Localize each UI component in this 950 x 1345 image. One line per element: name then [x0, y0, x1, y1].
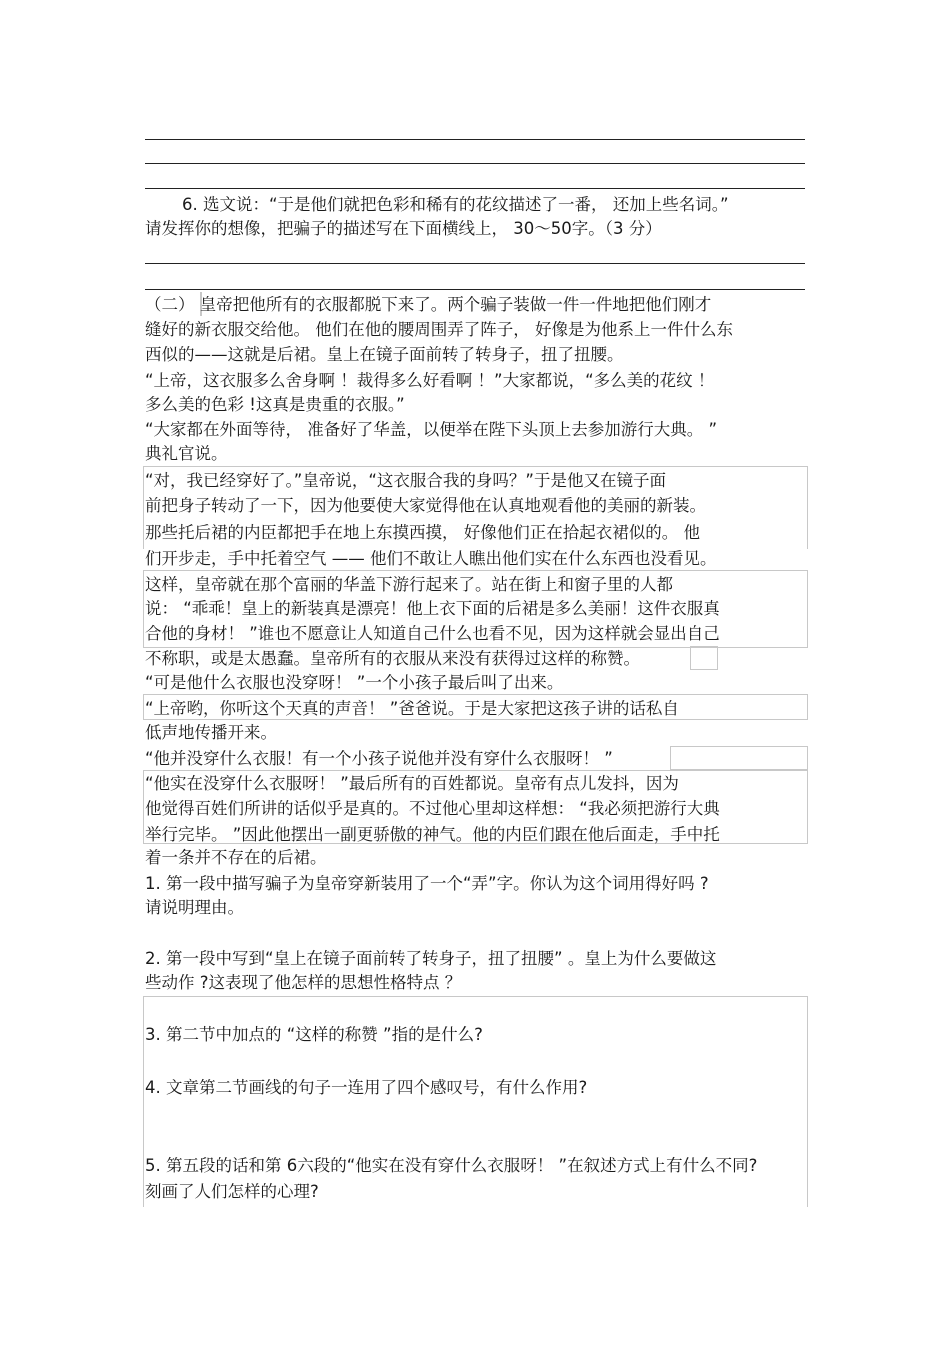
answer-line [145, 188, 805, 189]
answer-line [145, 139, 805, 140]
passage-line: （二） 皇帝把他所有的衣服都脱下来了。两个骗子装做一件一件地把他们刚才 [145, 295, 712, 314]
passage-line: 典礼官说。 [145, 444, 228, 463]
answer-line [145, 163, 805, 164]
question-1-line2: 请说明理由。 [145, 898, 244, 917]
scan-frame [670, 746, 808, 770]
passage-line: 低声地传播开来。 [145, 723, 277, 742]
passage-line: 不称职，或是太愚蠢。皇帝所有的衣服从来没有获得过这样的称赞。 [145, 649, 640, 668]
answer-line [145, 263, 805, 264]
passage-line: 这样，皇帝就在那个富丽的华盖下游行起来了。站在街上和窗子里的人都 [145, 575, 673, 594]
passage-line: 缝好的新衣服交给他。 他们在他的腰周围弄了阵子， 好像是为他系上一件什么东 [145, 320, 733, 339]
passage-line: 举行完毕。 ”因此他摆出一副更骄傲的神气。他的内臣们跟在他后面走，手中托 [145, 825, 720, 844]
passage-line: 西似的——这就是后裙。皇上在镜子面前转了转身子，扭了扭腰。 [145, 345, 624, 364]
question-1-line1: 1. 第一段中描写骗子为皇帝穿新装用了一个“弄”字。你认为这个词用得好吗 ? [145, 874, 709, 893]
scan-frame [690, 646, 718, 670]
passage-line: “可是他什么衣服也没穿呀！ ”一个小孩子最后叫了出来。 [145, 673, 564, 692]
passage-line: 合他的身材！ ”谁也不愿意让人知道自己什么也看不见，因为这样就会显出自己 [145, 624, 720, 643]
passage-line: 那些托后裙的内臣都把手在地上东摸西摸， 好像他们正在拾起衣裙似的。 他 [145, 523, 700, 542]
question-2-line1: 2. 第一段中写到“皇上在镜子面前转了转身子，扭了扭腰” 。皇上为什么要做这 [145, 949, 717, 968]
answer-line [145, 289, 805, 290]
question-5-line1: 5. 第五段的话和第 6六段的“他实在没有穿什么衣服呀！ ”在叙述方式上有什么不同? [145, 1156, 758, 1175]
passage-line: 前把身子转动了一下，因为他要使大家觉得他在认真地观看他的美丽的新装。 [145, 496, 706, 515]
passage-line: 他觉得百姓们所讲的话似乎是真的。不过他心里却这样想： “我必须把游行大典 [145, 799, 720, 818]
question-6-line2: 请发挥你的想像，把骗子的描述写在下面横线上， 30～50字。（3 分） [145, 219, 662, 238]
passage-line: 多么美的色彩 !这真是贵重的衣服。” [145, 395, 405, 414]
question-2-line2: 些动作 ?这表现了他怎样的思想性格特点 ？ [145, 973, 462, 992]
question-4-line1: 4. 文章第二节画线的句子一连用了四个感叹号，有什么作用? [145, 1078, 588, 1097]
passage-line: “上帝，这衣服多么舍身啊 ！裁得多么好看啊 ！”大家都说，“多么美的花纹 ！ [145, 371, 715, 390]
passage-line: “上帝哟，你听这个天真的声音！ ”爸爸说。于是大家把这孩子讲的话私自 [145, 699, 679, 718]
passage-line: 们开步走，手中托着空气 —— 他们不敢让人瞧出他们实在什么东西也没看见。 [145, 549, 717, 568]
question-6-line1: 6. 选文说：“于是他们就把色彩和稀有的花纹描述了一番， 还加上些名词。” [182, 195, 729, 214]
passage-line: “大家都在外面等待， 准备好了华盖，以便举在陛下头顶上去参加游行大典。 ” [145, 420, 718, 439]
passage-line: 着一条并不存在的后裙。 [145, 848, 327, 867]
question-5-line2: 刻画了人们怎样的心理? [145, 1182, 319, 1201]
passage-line: “对，我已经穿好了。”皇帝说，“这衣服合我的身吗？”于是他又在镜子面 [145, 471, 666, 490]
passage-line: “他并没穿什么衣服！有一个小孩子说他并没有穿什么衣服呀！ ” [145, 749, 613, 768]
passage-line: 说： “乖乖！皇上的新装真是漂亮！他上衣下面的后裙是多么美丽！这件衣服真 [145, 599, 720, 618]
passage-line: “他实在没穿什么衣服呀！ ”最后所有的百姓都说。皇帝有点儿发抖，因为 [145, 774, 679, 793]
question-3-line1: 3. 第二节中加点的 “这样的称赞 ”指的是什么? [145, 1025, 483, 1044]
